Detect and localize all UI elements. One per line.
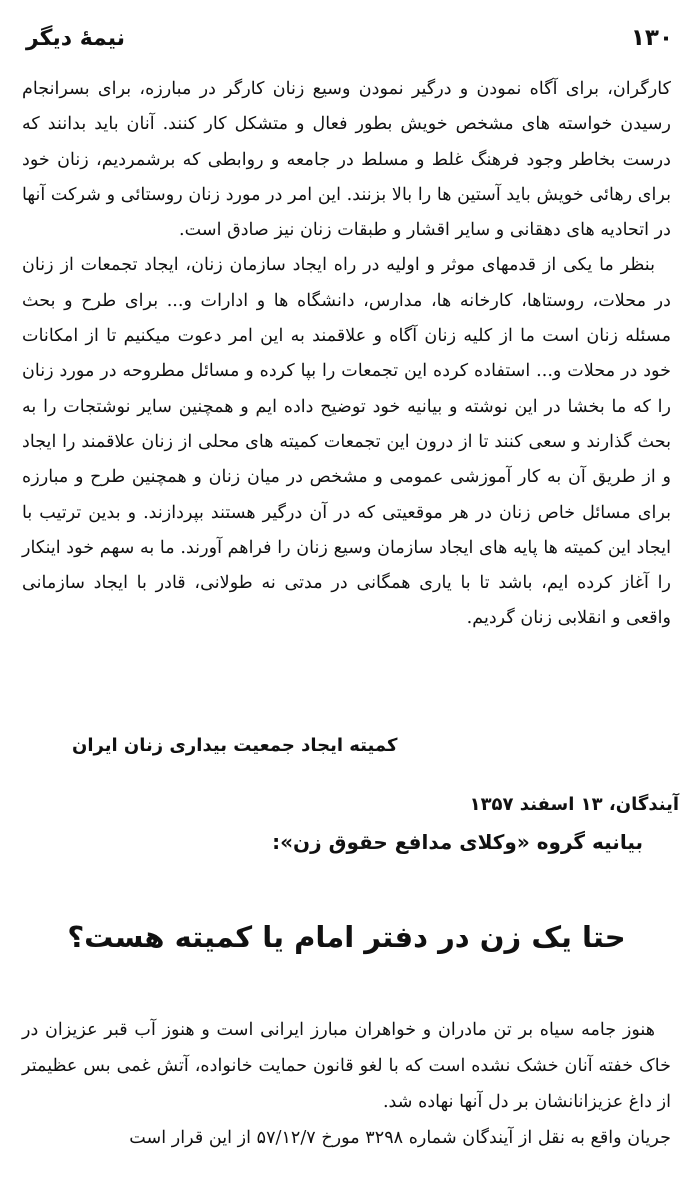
source-line: آیندگان، ۱۳ اسفند ۱۳۵۷: [469, 794, 679, 815]
main-heading: حتا یک زن در دفتر امام یا کمیته هست؟: [67, 920, 626, 954]
section2-paragraph-2: جریان واقع به نقل از آیندگان شماره ۳۲۹۸ مورخ ۵۷/۱۲/۷ از این قرار است: [129, 1128, 671, 1148]
section1-paragraph-1: کارگران، برای آگاه نمودن و درگیر نمودن وسیع زنان کارگر در مبارزه، برای بسرانجام رسیدن خواسته های مشخص خویش بطور فعال و متشکل کار کنند. آنان باید بدانند که درست بخاطر وجود فرهنگ غلط و مسلط در جامعه و روابطی که برشمردیم، زنان خود برای رهائی خویش باید آستین ها را بالا بزنند. این امر در مورد زنان روستائی و شرکت آنها در اتحادیه های دهقانی و سایر اقشار و طبقات زنان نیز صادق است.: [22, 79, 671, 241]
section2-body: [22, 1012, 671, 1156]
page-header: [26, 18, 673, 58]
section2-paragraph-1: هنوز جامه سیاه بر تن مادران و خواهران مبارز ایرانی است و هنوز آب قبر عزیزان در خاک خفته آنان خشک نشده است که با لغو قانون حمایت خانواده، آتش غمی بس عظیمتر از داغ عزیزانانشان بر دل آنها نهاده شد.: [22, 1020, 671, 1112]
statement-heading: بیانیه گروه «وکلای مدافع حقوق زن»:: [272, 830, 643, 854]
page-number: ۱۳۰: [630, 25, 673, 51]
section1-paragraph-2: بنظر ما یکی از قدمهای موثر و اولیه در راه ایجاد سازمان زنان، ایجاد تجمعات از زنان در محلات، روستاها، کارخانه ها، مدارس، دانشگاه ها و ادارات و... برای طرح و بحث مسئله زنان است ما از کلیه زنان آگاه و علاقمند به این امر دعوت میکنیم تا از امکانات خود در محلات و... استفاده کرده این تجمعات را بپا کرده و مسائل مطروحه در مورد زنان را که ما بخشا در این نوشته و بیانیه خود توضیح داده ایم و همچنین سایر نوشتجات را به بحث گذارند و سعی کنند تا از درون این تجمعات کمیته های محلی از زنان علاقمند را ایجاد و از طریق آن به کار آموزشی عمومی و مشخص در میان زنان و همچنین طرح و مبارزه برای مسائل خاص زنان در هر موقعیتی که در آن درگیر هستند بپردازند. و بدین ترتیب با ایجاد این کمیته ها پایه های ایجاد سازمان وسیع زنان را فراهم آورند. ما به سهم خود اینکار را آغاز کرده ایم، باشد تا با یاری همگانی در مدتی نه طولانی، قادر با ایجاد سازمانی واقعی و انقلابی زنان گردیم.: [22, 255, 671, 629]
section1-body: [22, 72, 671, 637]
running-title: نیمهٔ دیگر: [26, 25, 126, 51]
signature: کمیته ایجاد جمعیت بیداری زنان ایران: [72, 735, 398, 756]
